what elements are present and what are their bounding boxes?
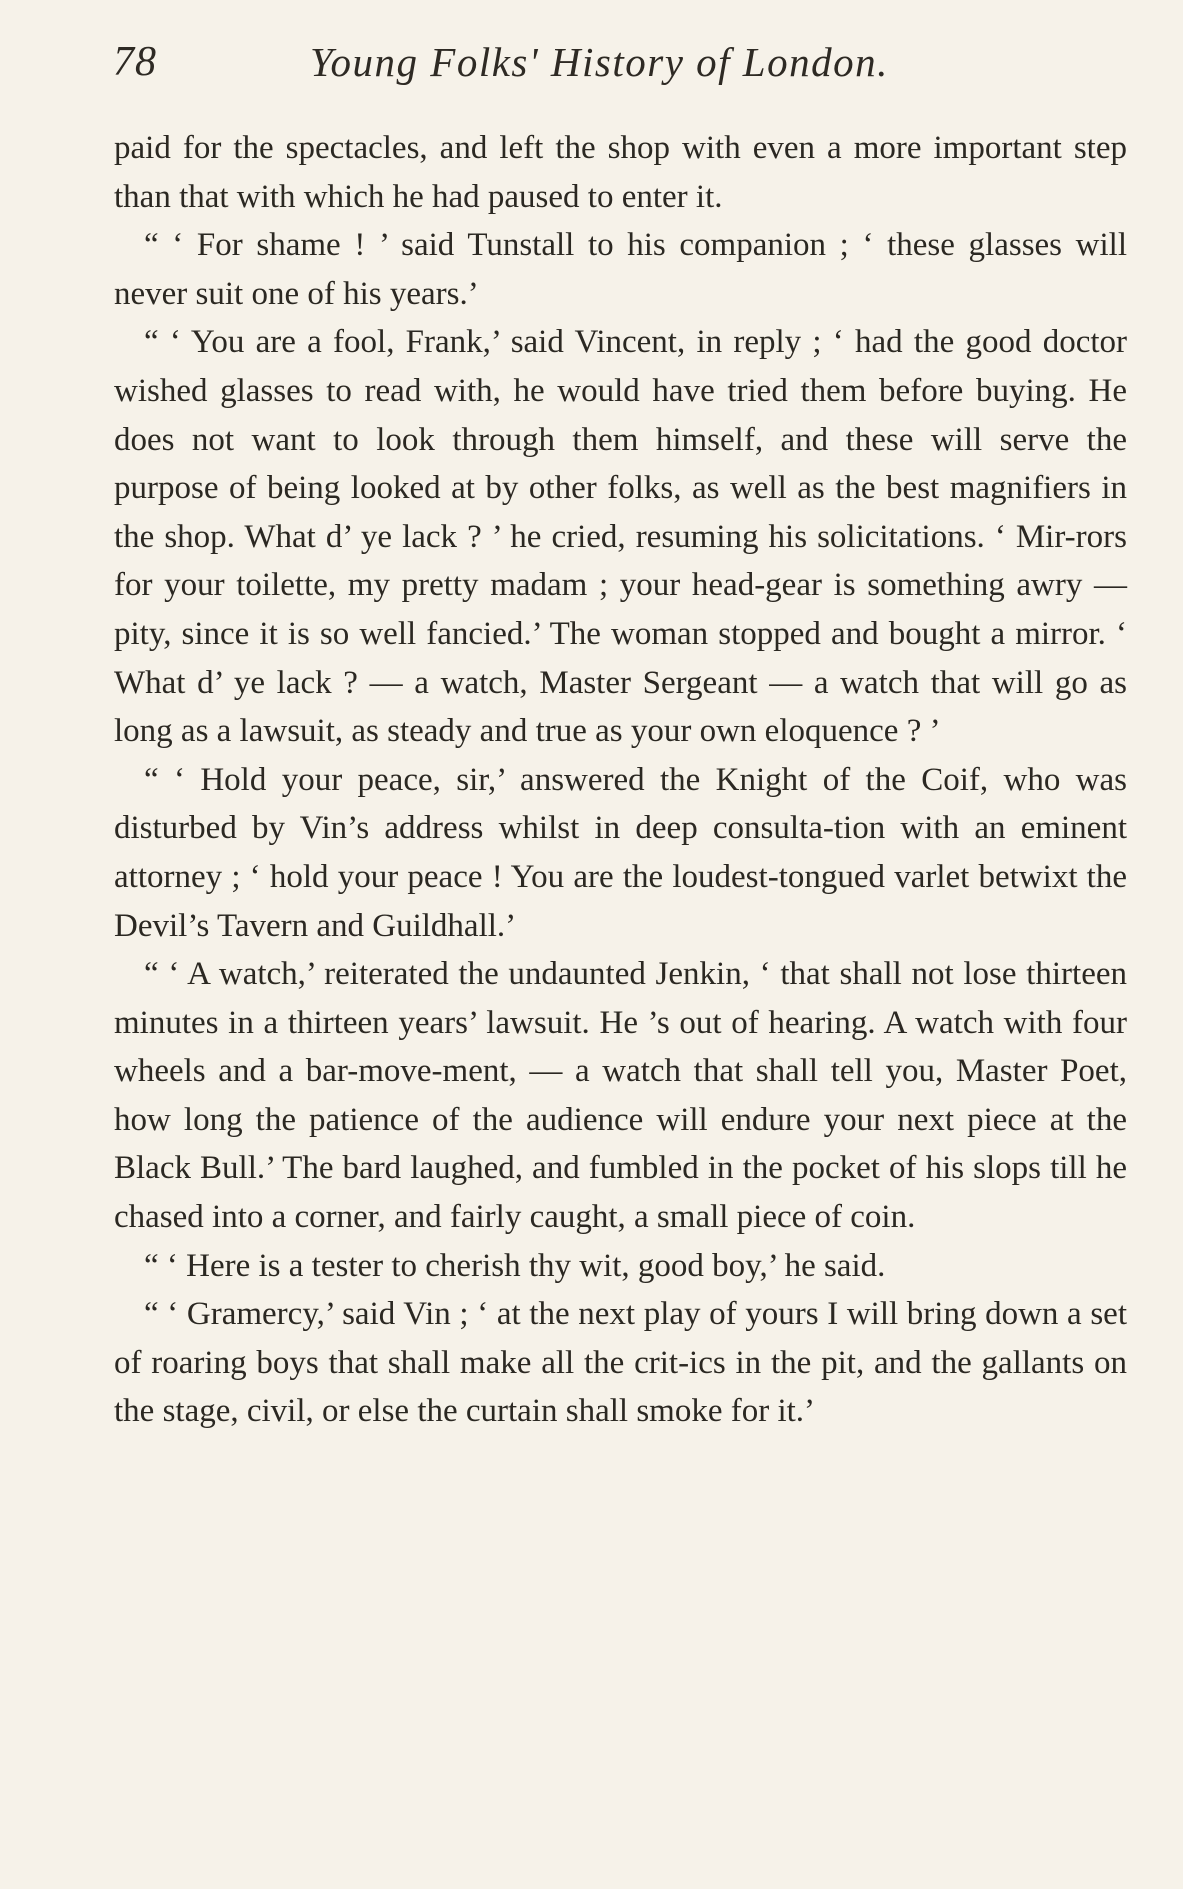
running-title: Young Folks' History of London. — [310, 39, 889, 85]
paragraph: “ ‘ Hold your peace, sir,’ answered the Knight of the Coif, who was disturbed by Vin’s address whilst in deep consulta-tion with an eminent attorney ; ‘ hold your peace ! You are the loudest-tongued varlet betwixt the Devil’s Tavern and Guildhall.’ — [114, 761, 1127, 944]
body-text — [114, 124, 1127, 1436]
paragraph: “ ‘ Gramercy,’ said Vin ; ‘ at the next play of yours I will bring down a set of roaring boys that shall make all the crit-ics in the pit, and the gallants on the stage, civil, or else the curtain shall smoke for it.’ — [114, 1296, 1127, 1430]
page-number: 78 — [113, 39, 157, 85]
paragraph: “ ‘ For shame ! ’ said Tunstall to his companion ; ‘ these glasses will never suit one of his years.’ — [114, 227, 1127, 312]
paragraph: “ ‘ You are a fool, Frank,’ said Vincent, in reply ; ‘ had the good doctor wished glasses to read with, he would have tried them before buying. He does not want to look through them himself, and these will serve the purpose of being looked at by other folks, as well as the best magnifiers in the shop. What d’ ye lack ? ’ he cried, resuming his solicitations. ‘ Mir-rors for your toilette, my pretty madam ; your head-gear is something awry — pity, since it is so well fancied.’ The woman stopped and bought a mirror. ‘ What d’ ye lack ? — a watch, Master Sergeant — a watch that will go as long as a lawsuit, as steady and true as your own eloquence ? ’ — [114, 324, 1127, 750]
paragraph: “ ‘ A watch,’ reiterated the undaunted Jenkin, ‘ that shall not lose thirteen minutes in a thirteen years’ lawsuit. He ’s out of hearing. A watch with four wheels and a bar-move-ment, — a watch that shall tell you, Master Poet, how long the patience of the audience will endure your next piece at the Black Bull.’ The bard laughed, and fumbled in the pocket of his slops till he chased into a corner, and fairly caught, a small piece of coin. — [114, 956, 1127, 1236]
paragraph: “ ‘ Here is a tester to cherish thy wit, good boy,’ he said. — [144, 1247, 886, 1284]
paragraph: paid for the spectacles, and left the shop with even a more important step than that with which he had paused to enter it. — [114, 130, 1127, 215]
page-header — [113, 38, 1128, 98]
